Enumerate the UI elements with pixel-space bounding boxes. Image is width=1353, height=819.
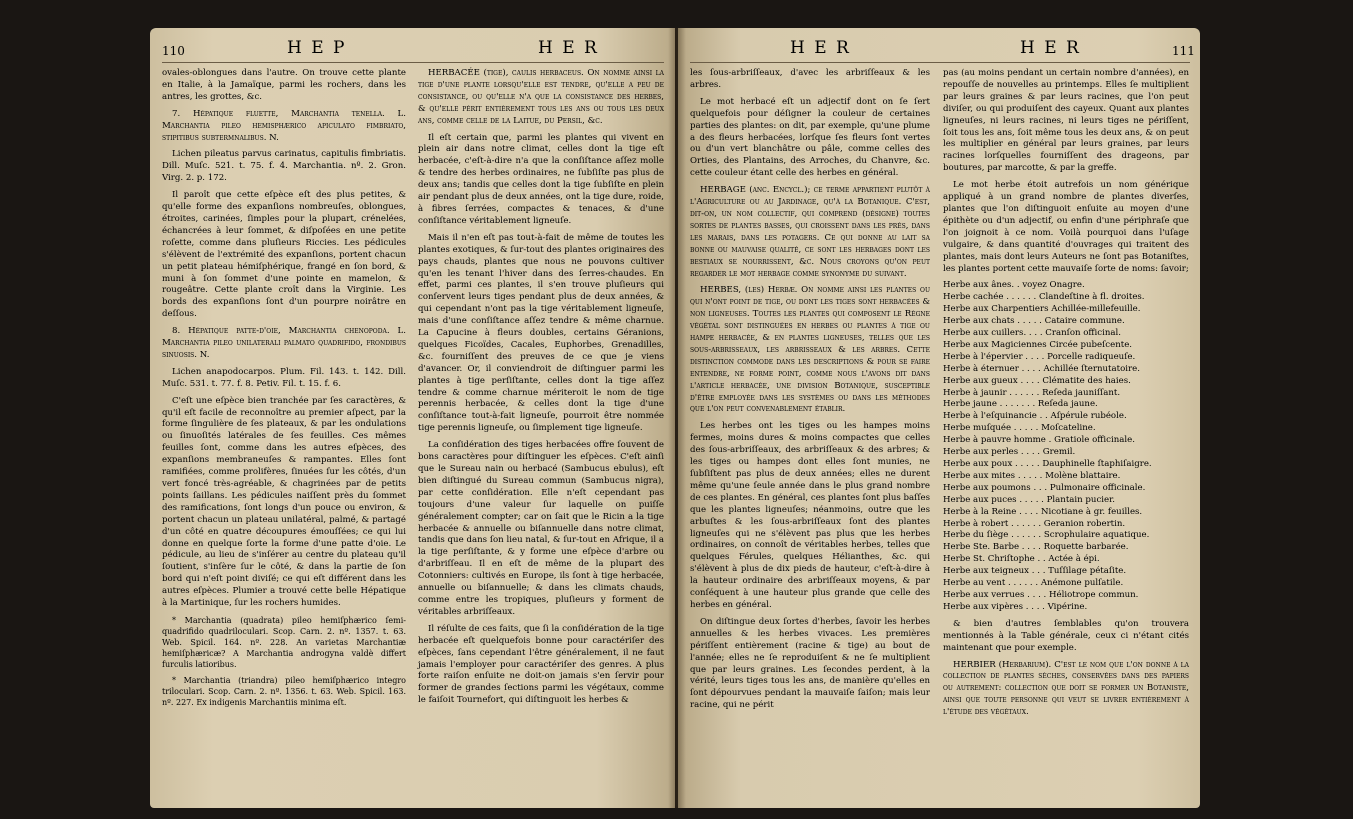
herb-list-item: Herbe aux vipères . . . . Vipérine. bbox=[943, 601, 1088, 612]
right-column-2 bbox=[943, 68, 1189, 724]
paragraph: ovales-oblongues dans l'autre. On trouve cette plante en Italie, à la Jamaïque, parmi les rochers, dans les antres, les grottes, &c. bbox=[162, 68, 406, 102]
paragraph: Le mot herbe étoit autrefois un nom générique appliqué à un grand nombre de plantes diverſes, plantes que l'on diſtinguoit enſuite au moyen d'une épithète ou d'un adjectif, ou enfin d'une périphraſe que l'on joignoit à ce nom. Voilà pourquoi dans l'uſage vulgaire, & dans quantité d'ouvrages qui traitent des plantes, mais dont leurs Auteurs ne ſont pas Botaniſtes, les plantes portent cette mauvaiſe ſorte de noms: ſavoir; bbox=[943, 180, 1189, 274]
herb-list-item: Herbe aux puces . . . . . Plantain pucier. bbox=[943, 494, 1115, 505]
herb-list-item: Herbe cachée . . . . . . Clandeſtine à fl. droites. bbox=[943, 292, 1145, 303]
entry-heading: HERBIER (Herbarium). C'eſt le nom que l'on donne à la collection de plantes sèches, conſervées dans des papiers ou autrement: collection que doit ſe former un Botaniſte, ainſi que toute perſonne qui veut ſe livrer entièrement à l'étude des végétaux. bbox=[943, 659, 1189, 718]
left-running-head: H E P bbox=[287, 38, 347, 58]
left-head-rule bbox=[162, 62, 664, 63]
herb-list-item: Herbe aux chats . . . . . Cataire commune. bbox=[943, 316, 1125, 327]
herb-list-item: Herbe aux mites . . . . . Molène blattaire. bbox=[943, 470, 1121, 481]
paragraph: La conſidération des tiges herbacées offre ſouvent de bons caractères pour diſtinguer les eſpèces. C'eſt ainſi que le Sureau nain ou herbacé (Sambucus ebulus), eſt bien diſtingué du Sureau commun (Sambucus nigra), par cette conſidération. Elle n'eſt cependant pas toujours d'une valeur ſur laquelle on puiſſe généralement compter; car on ſait que le Ricin a la tige herbacée & annuelle ou biſannuelle dans notre climat, tandis que dans ſon lieu natal, & ſur-tout en Afrique, il a la tige perſiſtante, & y forme une eſpèce d'arbre ou d'arbriſſeau. Il en eſt de même de la plupart des Cotonniers: cultivés en Europe, ils ſont à tige herbacée, annuelle ou biſannuelle; & dans les climats chauds, comme entre les tropiques, pluſieurs y forment de véritables arbriſſeaux. bbox=[418, 440, 664, 617]
note: * Marchantia (triandra) pileo hemiſphærico integro triloculari. Scop. Carn. 2. nº. 1356. t. 63. Web. Spicil. 163. nº. 227. Ex indigenis Marchantiis minima eſt. bbox=[162, 675, 406, 707]
right-page-number: 111 bbox=[1172, 44, 1195, 58]
paragraph: Il paroît que cette eſpèce eſt des plus petites, & qu'elle forme des expanſions nombreuſes, oblongues, étroites, carinées, ſimples pour la plupart, crénelées, échancrées à leur ſommet, & diſpoſées en une petite roſette, comme dans pluſieurs Riccies. Les pédicules s'élèvent de l'extrémité des expanſions, portent chacun un petit plateau hémiſphérique, frangé en ſon bord, & muni à ſon ſommet d'une pointe en mamelon, & rougeâtre. Cette plante croît dans la Virginie. Les bords des expanſions ſont d'un pourpre noirâtre en deſſous. bbox=[162, 190, 406, 320]
herb-list-item: Herbe aux verrues . . . . Héliotrope commun. bbox=[943, 589, 1139, 600]
herb-list-item: Herbe aux teigneux . . . Tuſſilage pétaſite. bbox=[943, 566, 1127, 577]
herb-list-item: Herbe à la Reine . . . . Nicotiane à gr. feuilles. bbox=[943, 506, 1143, 517]
paragraph: Il eſt certain que, parmi les plantes qui vivent en plein air dans notre climat, celles dont la tige eſt herbacée, c'eſt-à-dire n'a que la conſiſtance aſſez molle & tendre des herbes ordinaires, ne ſubſiſte pas plus de deux ans; tandis que celles dont la tige ſubſiſte en plein air pendant plus de deux années, ont la tige dure, roide, à fibres ſerrées, compactes & tenaces, & d'une conſiſtance véritablement ligneuſe. bbox=[418, 132, 664, 226]
left-col2-head: H E R bbox=[538, 38, 599, 58]
herb-list-item: Herbe à jaunir . . . . . . Reſeda jauniſſant. bbox=[943, 387, 1121, 398]
paragraph: Lichen pileatus parvus carinatus, capitulis fimbriatis. Dill. Muſc. 521. t. 75. f. 4. Marchantia. nº. 2. Gron. Virg. 2. p. 172. bbox=[162, 149, 406, 184]
right-head-rule bbox=[690, 62, 1190, 63]
herb-list-item: Herbe jaune . . . . . . . Reſeda jaune. bbox=[943, 399, 1098, 410]
herb-list-item: Herbe aux ânes. . voyez Onagre. bbox=[943, 280, 1085, 291]
herb-list-item: Herbe aux Magiciennes Circée pubeſcente. bbox=[943, 339, 1133, 350]
paragraph: C'eſt une eſpèce bien tranchée par ſes caractères, & qu'il eſt facile de reconnoître au premier aſpect, par la forme ſingulière de ſes plateaux, & par les ondulations ou ſinuoſités latérales de ſes feuilles. Ces mêmes feuilles ſont, comme dans les autres eſpèces, des expanſions membraneuſes & rampantes. Elles ſont ramifiées, comme prolifères, ſinuées ſur les côtés, d'un vert foncé très-agréable, & chagrinées par de petits points ſaillans. Les pédicules naiſſent près du ſommet des ramifications, ſont longs d'un pouce ou environ, & portent chacun un plateau unilatéral, palmé, & partagé d'un côté en quatre découpures émouſſées; ce qui lui donne en quelque ſorte la forme d'une patte d'oie. Le pédicule, au lieu de s'inſérer au centre du plateau qu'il ſoutient, s'inſère ſur le côté, & dans la partie de ſon bord qui n'eſt point diviſé; ce qui eſt différent dans les autres eſpèces. Plumier a trouvé cette belle Hépatique à la Martinique, ſur les rochers humides. bbox=[162, 395, 406, 609]
right-col1-head: H E R bbox=[790, 38, 851, 58]
herb-list-item: Herbe aux cuillers. . . . Cranſon officinal. bbox=[943, 328, 1121, 339]
paragraph: pas (au moins pendant un certain nombre d'années), en repouſſe de nouvelles au printemps. Elles ſe multiplient par leurs graines & par leurs racines, que l'on peut diviſer, ou qui produiſent des cayeux. Quant aux plantes ligneuſes, ni leurs racines, ni leurs tiges ne périſſent, ſoit tous les ans, ſoit même tous les deux ans, & on peut les multiplier en général par leurs graines, par leurs racines lorſquelles fourniſſent des drageons, par boutures, par marcotte, & par la greffe. bbox=[943, 68, 1189, 174]
paragraph: Le mot herbacé eſt un adjectif dont on ſe ſert quelquefois pour déſigner la couleur de certaines parties des plantes: on dit, par exemple, qu'une plume a des fleurs herbacées, lorſque ſes fleurs ſont vertes ou d'un vert blanchâtre ou pâle, comme celles des Orties, des Plantains, des Arroches, du Chanvre, &c. cette couleur étant celle des herbes en général. bbox=[690, 96, 930, 179]
paragraph: les ſous-arbriſſeaux, d'avec les arbriſſeaux & les arbres. bbox=[690, 68, 930, 90]
herb-list-item: Herbe St. Chriſtophe . . Actée à épi. bbox=[943, 554, 1100, 565]
herb-list-item: Herbe au vent . . . . . . Anémone pulſatile. bbox=[943, 578, 1124, 589]
herb-list-item: Herbe Ste. Barbe . . . . Roquette barbarée. bbox=[943, 542, 1129, 553]
herb-list-item: Herbe à robert . . . . . . Geranion robertin. bbox=[943, 518, 1126, 529]
paragraph: Mais il n'en eſt pas tout-à-fait de même de toutes les plantes exotiques, & ſur-tout des plantes originaires des pays chauds, plantes que nous ne pouvons cultiver qu'en les tenant l'hiver dans des ſerres-chaudes. En effet, parmi ces plantes, il s'en trouve pluſieurs qui conſervent leurs tiges pendant plus de deux années, & qui cependant n'ont pas la tige véritablement ligneuſe, mais d'une conſiſtance aſſez tendre & même charnue. La Capucine à fleurs doubles, certains Géranions, quelques Ficoïdes, Cacales, Euphorbes, Grenadilles, &c. fourniſſent des preuves de ce que je viens d'avancer. Or, il conviendroit de diſtinguer parmi les plantes à tige perſiſtante, celles dont la tige aſſez tendre & comme charnue mériteroit le nom de tige perennis herbacée, & celles dont la tige d'une conſiſtance tout-à-fait ligneuſe, pourroit être nommée tige perennis ligneuſe, ou ſimplement tige ligneuſe. bbox=[418, 232, 664, 434]
entry-heading: HERBAGE (anc. Encycl.); ce terme appartient plutôt à l'Agriculture ou au Jardinage, qu'à la Botanique. C'eſt, dit-on, un nom collectif, qui comprend (déſigne) toutes ſortes de plantes baſſes, qui croiſſent dans les prés, dans les marais, dans les potagers. Ce qui donne au lait ſa bonne ou mauvaiſe qualité, ce ſont les herbages dont les beſtiaux ſe nourriſſent, &c. Nous croyons qu'on peut regarder le mot herbage comme ſynonyme du ſuivant. bbox=[690, 185, 930, 279]
herb-list-item: Herbe aux perles . . . . Gremil. bbox=[943, 447, 1076, 458]
paragraph: Il réſulte de ces faits, que ſi la conſidération de la tige herbacée eſt quelquefois bonne pour caractériſer des eſpèces, ſans cependant l'être généralement, il ne faut jamais l'employer pour caractériſer des genres. A plus forte raiſon enſuite ne doit-on jamais s'en ſervir pour former de grandes ſections parmi les végétaux, comme le faiſoit Tournefort, qui diſtinguoit les herbes & bbox=[418, 623, 664, 706]
herb-list-item: Herbe muſquée . . . . . Moſcateline. bbox=[943, 423, 1096, 434]
herb-list-item: Herbe aux gueux . . . . Clématite des haies. bbox=[943, 375, 1131, 386]
left-page-number: 110 bbox=[162, 44, 185, 58]
herb-list-item: Herbe à l'épervier . . . . Porcelle radiqueuſe. bbox=[943, 351, 1136, 362]
herb-list-item: Herbe du ſiège . . . . . . Scrophulaire aquatique. bbox=[943, 530, 1150, 541]
right-column-1 bbox=[690, 68, 930, 717]
entry-heading: 7. Hépatique fluette, Marchantia tenella. L. Marchantia pileo hemisphærico apiculato fimbriato, ſtipitibus ſubtermnalibus. N. bbox=[162, 108, 406, 143]
note: * Marchantia (quadrata) pileo hemiſphærico ſemi-quadrifido quadriloculari. Scop. Carn. 2. nº. 1357. t. 63. Web. Spicil. 164. nº. 228. An varietas Marchantiæ hemiſphæricæ? A Marchantia androgyna valdè differt furculis latioribus. bbox=[162, 615, 406, 669]
herb-list-item: Herbe aux poux . . . . . Dauphinelle ſtaphiſaigre. bbox=[943, 459, 1152, 469]
herb-name-list bbox=[943, 280, 1189, 613]
right-running-head: H E R bbox=[1020, 38, 1081, 58]
herb-list-item: Herbe aux Charpentiers Achillée-millefeuille. bbox=[943, 304, 1141, 315]
paragraph: On diſtingue deux ſortes d'herbes, ſavoir les herbes annuelles & les herbes vivaces. Les premières périſſent entièrement (racine & tige) au bout de l'année; elles ne ſe reproduiſent & ne ſe multiplient que par leurs graines. Les ſecondes perdent, à la vérité, leurs tiges tous les ans, de manière qu'elles en ſont dépourvues pendant la mauvaiſe ſaiſon; mais leur racine, qui ne périt bbox=[690, 616, 930, 711]
herb-list-item: Herbe à éternuer . . . . Achillée ſternutatoire. bbox=[943, 363, 1140, 374]
entry-heading: 8. Hépatique patte-d'oie, Marchantia chenopoda. L. Marchantia pileo unilaterali palmato quadrifido, frondibus ſinuoſis. N. bbox=[162, 326, 406, 360]
herb-list-item: Herbe à l'eſquinancie . . Aſpérule rubéole. bbox=[943, 411, 1127, 422]
left-column-2 bbox=[418, 68, 664, 712]
left-column-1 bbox=[162, 68, 406, 713]
entry-heading: HERBACÉE (tige), caulis herbaceus. On nomme ainſi la tige d'une plante lorſqu'elle eſt tendre, qu'elle a peu de conſiſtance, ou qu'elle n'a que la conſiſtance des herbes, & qu'elle périt entièrement tous les ans ou tous les deux ans, comme celle de la Laitue, du Perſil, &c. bbox=[418, 68, 664, 126]
paragraph: Les herbes ont les tiges ou les hampes moins fermes, moins dures & moins compactes que celles des ſous-arbriſſeaux, des arbriſſeaux & des arbres; & les tiges ou hampes dont elles ſont munies, ne ſubſiſtent pas plus de deux années; elles ne durent même qu'une ſeule année dans le plus grand nombre de ces plantes. En général, ces plantes ſont plus baſſes que les plantes ligneuſes; néanmoins, outre que les arbuſtes & les ſous-arbriſſeaux ſont des plantes ligneuſes qui ne s'élèvent pas plus que les herbes ordinaires, on connoît de véritables herbes, telles que quelques Férules, quelques Hélianthes, &c. qui s'élèvent à plus de dix pieds de hauteur, c'eſt-à-dire à la hauteur ordinaire des arbriſſeaux moyens, & par conſéquent à une hauteur plus grande que celle des herbes en général. bbox=[690, 421, 930, 610]
entry-heading: HERBES, (les) Herbæ. On nomme ainſi les plantes ou qui n'ont point de tige, ou dont les tiges ſont herbacées & non ligneuſes. Toutes les plantes qui compoſent le Règne végétal ſont diſtinguées en herbes ou plantes à tige ou hampe herbacée, & en plantes ligneuſes, telles que les ſous-arbriſſeaux, les arbriſſeaux & les arbres. Cette diſtinction commode dans les deſcriptions & pour ſe faire entendre, ne forme point, comme nous l'avons dit dans l'article herbacée, une diviſion Botanique, ſuſceptible d'être employée dans les ſyſtèmes ou dans les méthodes que l'on peut convenablement établir. bbox=[690, 285, 930, 415]
book-gutter bbox=[668, 28, 686, 808]
herb-list-item: Herbe aux poumons . . . Pulmonaire officinale. bbox=[943, 482, 1146, 493]
paragraph: Lichen anapodocarpos. Plum. Fil. 143. t. 142. Dill. Muſc. 531. t. 77. f. 8. Petiv. Fil. t. 15. f. 6. bbox=[162, 366, 406, 389]
paragraph: & bien d'autres ſemblables qu'on trouvera mentionnés à la Table générale, ceux ci n'étant cités maintenant que pour exemple. bbox=[943, 618, 1189, 653]
herb-list-item: Herbe à pauvre homme . Gratiole officinale. bbox=[943, 435, 1135, 446]
